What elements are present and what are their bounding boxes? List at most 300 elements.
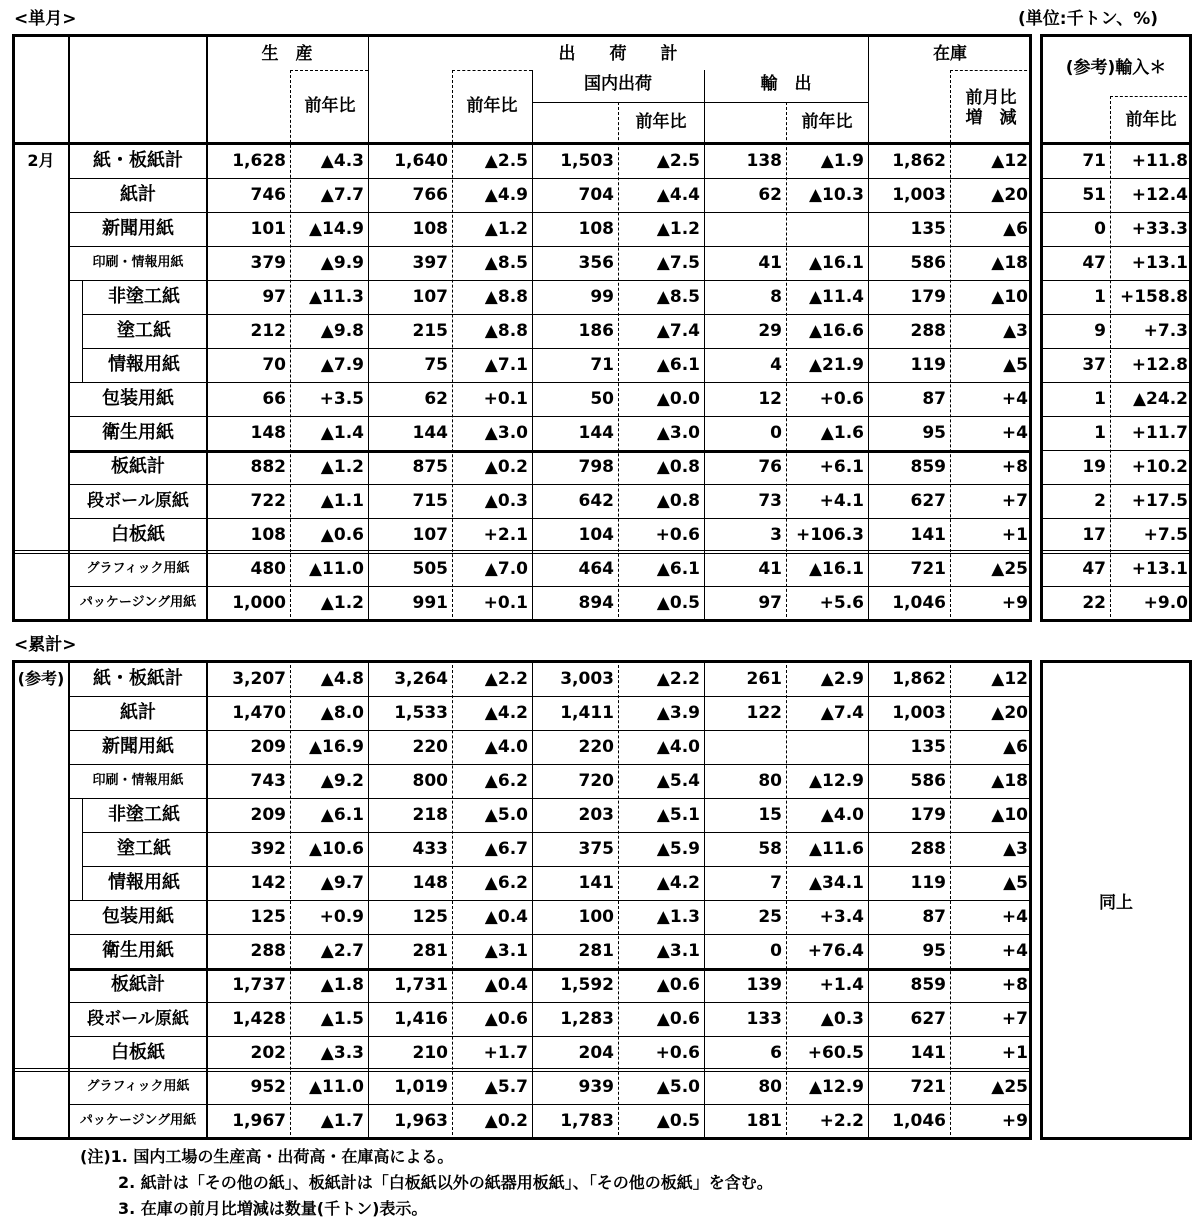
table-cell: 288 <box>910 321 946 341</box>
table-cell: ▲1.6 <box>820 423 864 443</box>
table-cell: 181 <box>746 1111 782 1131</box>
header-inventory-mom-2: 増 減 <box>965 108 1017 128</box>
table-cell: 798 <box>578 457 614 477</box>
table-cell: 209 <box>250 805 286 825</box>
table-cell: ▲20 <box>991 703 1028 723</box>
table-cell: 125 <box>412 907 448 927</box>
monthly-table-row <box>0 484 1200 518</box>
table-cell: 220 <box>412 737 448 757</box>
table-cell: +7 <box>1001 1009 1028 1029</box>
table-cell: 766 <box>412 185 448 205</box>
row-label: パッケージング用紙 <box>79 595 197 610</box>
table-cell: ▲4.0 <box>484 737 528 757</box>
cumulative-section-label: <累計> <box>14 635 77 655</box>
table-cell: ▲2.2 <box>656 669 700 689</box>
table-cell: 3,207 <box>232 669 286 689</box>
row-label: 紙計 <box>120 702 156 723</box>
table-cell: 1,737 <box>232 975 286 995</box>
table-cell: 135 <box>910 219 946 239</box>
table-cell: 12 <box>758 389 782 409</box>
table-cell: ▲0.6 <box>320 525 364 545</box>
table-cell: 743 <box>250 771 286 791</box>
table-cell: +60.5 <box>807 1043 864 1063</box>
unit-label: (単位:千トン、%) <box>1018 9 1159 29</box>
table-cell: 25 <box>758 907 782 927</box>
row-label: 情報用紙 <box>108 872 180 893</box>
table-cell: 1 <box>1094 287 1106 307</box>
table-cell: +0.1 <box>483 593 528 613</box>
table-cell: +76.4 <box>807 941 864 961</box>
table-cell: +0.6 <box>655 1043 700 1063</box>
table-cell: 215 <box>412 321 448 341</box>
header-export: 輸 出 <box>760 74 812 94</box>
table-cell: ▲12 <box>991 151 1028 171</box>
table-cell: ▲0.2 <box>484 1111 528 1131</box>
table-cell: 1,470 <box>232 703 286 723</box>
note-2: 2. 紙計は「その他の紙」、板紙計は「白板紙以外の紙器用板紙」、「その他の板紙」を含む。 <box>118 1173 773 1192</box>
table-cell: ▲4.3 <box>320 151 364 171</box>
monthly-table-row <box>0 450 1200 484</box>
table-cell: ▲0.6 <box>656 975 700 995</box>
monthly-table-row <box>0 382 1200 416</box>
table-cell: 1 <box>1094 389 1106 409</box>
table-cell: 0 <box>770 941 782 961</box>
table-cell: 1,411 <box>560 703 614 723</box>
table-cell: 19 <box>1082 457 1106 477</box>
table-cell: ▲2.9 <box>820 669 864 689</box>
table-cell: ▲3.9 <box>656 703 700 723</box>
monthly-section-label: <単月> <box>14 9 77 29</box>
table-cell: 119 <box>910 873 946 893</box>
table-cell: +8 <box>1001 457 1028 477</box>
table-cell: ▲24.2 <box>1132 389 1188 409</box>
table-cell: 144 <box>578 423 614 443</box>
table-cell: ▲7.1 <box>484 355 528 375</box>
table-cell: ▲9.2 <box>320 771 364 791</box>
table-cell: +1.4 <box>819 975 864 995</box>
table-cell: ▲4.2 <box>656 873 700 893</box>
table-cell: 800 <box>412 771 448 791</box>
table-cell: 141 <box>910 525 946 545</box>
table-cell: ▲0.3 <box>484 491 528 511</box>
table-cell: ▲7.0 <box>484 559 528 579</box>
monthly-table-row <box>0 246 1200 280</box>
table-cell: ▲5.0 <box>656 1077 700 1097</box>
table-cell: 108 <box>412 219 448 239</box>
table-cell: 179 <box>910 287 946 307</box>
table-cell: +10.2 <box>1131 457 1188 477</box>
table-cell: ▲0.0 <box>656 389 700 409</box>
table-cell: 627 <box>910 1009 946 1029</box>
table-cell: 642 <box>578 491 614 511</box>
table-cell: +4 <box>1001 941 1028 961</box>
table-cell: 1,046 <box>892 1111 946 1131</box>
table-cell: 1,967 <box>232 1111 286 1131</box>
table-cell: 99 <box>590 287 614 307</box>
table-cell: +1.7 <box>483 1043 528 1063</box>
table-cell: 464 <box>578 559 614 579</box>
table-cell: ▲1.3 <box>656 907 700 927</box>
table-cell: 991 <box>412 593 448 613</box>
table-cell: 41 <box>758 559 782 579</box>
table-cell: ▲4.0 <box>820 805 864 825</box>
table-cell: 76 <box>758 457 782 477</box>
table-cell: 95 <box>922 941 946 961</box>
monthly-table-row <box>0 552 1200 586</box>
table-cell: 80 <box>758 1077 782 1097</box>
table-cell: ▲5.9 <box>656 839 700 859</box>
table-cell: 505 <box>412 559 448 579</box>
table-cell: 203 <box>578 805 614 825</box>
table-cell: 356 <box>578 253 614 273</box>
monthly-table-row <box>0 212 1200 246</box>
table-cell: ▲11.0 <box>308 1077 364 1097</box>
table-cell: 87 <box>922 907 946 927</box>
table-cell: 586 <box>910 771 946 791</box>
table-cell: ▲2.5 <box>656 151 700 171</box>
table-cell: +11.7 <box>1131 423 1188 443</box>
table-cell: ▲1.7 <box>320 1111 364 1131</box>
table-cell: ▲11.4 <box>808 287 864 307</box>
table-cell: 1,862 <box>892 151 946 171</box>
table-cell: 135 <box>910 737 946 757</box>
table-cell: ▲25 <box>991 1077 1028 1097</box>
table-cell: ▲11.3 <box>308 287 364 307</box>
monthly-table-row <box>0 586 1200 620</box>
table-cell: ▲20 <box>991 185 1028 205</box>
table-cell: 859 <box>910 975 946 995</box>
monthly-table-row <box>0 144 1200 178</box>
cumulative-table-row <box>0 730 1200 764</box>
table-cell: +7.3 <box>1143 321 1188 341</box>
table-cell: ▲0.8 <box>656 457 700 477</box>
table-cell: 939 <box>578 1077 614 1097</box>
table-cell: 375 <box>578 839 614 859</box>
table-cell: +6.1 <box>819 457 864 477</box>
table-cell: 62 <box>424 389 448 409</box>
table-cell: 139 <box>746 975 782 995</box>
table-cell: +9 <box>1001 1111 1028 1131</box>
row-label: 塗工紙 <box>117 838 171 859</box>
table-cell: 138 <box>746 151 782 171</box>
table-cell: 104 <box>578 525 614 545</box>
table-cell: ▲10 <box>991 287 1028 307</box>
table-cell: 288 <box>250 941 286 961</box>
table-cell: 882 <box>250 457 286 477</box>
table-cell: ▲6.1 <box>656 355 700 375</box>
table-cell: ▲10.3 <box>808 185 864 205</box>
table-cell: +11.8 <box>1131 151 1188 171</box>
table-cell: ▲2.2 <box>484 669 528 689</box>
monthly-table-row <box>0 518 1200 552</box>
table-cell: 17 <box>1082 525 1106 545</box>
table-cell: ▲5 <box>1003 873 1028 893</box>
table-cell: 1 <box>1094 423 1106 443</box>
table-cell: ▲1.2 <box>484 219 528 239</box>
table-cell: 2 <box>1094 491 1106 511</box>
header-domestic-yoy: 前年比 <box>635 112 687 132</box>
table-cell: ▲0.3 <box>820 1009 864 1029</box>
table-cell: ▲12 <box>991 669 1028 689</box>
table-cell: +13.1 <box>1131 559 1188 579</box>
table-cell: 80 <box>758 771 782 791</box>
table-cell: +4 <box>1001 907 1028 927</box>
row-label: 塗工紙 <box>117 320 171 341</box>
table-cell: 73 <box>758 491 782 511</box>
table-cell: +3.5 <box>319 389 364 409</box>
table-cell: 62 <box>758 185 782 205</box>
table-cell: +4 <box>1001 423 1028 443</box>
table-cell: +106.3 <box>795 525 864 545</box>
table-cell: ▲8.5 <box>656 287 700 307</box>
table-cell: 101 <box>250 219 286 239</box>
note-3: 3. 在庫の前月比増減は数量(千トン)表示。 <box>118 1199 428 1218</box>
table-cell: 100 <box>578 907 614 927</box>
table-cell: +8 <box>1001 975 1028 995</box>
table-cell: 379 <box>250 253 286 273</box>
table-cell: 1,416 <box>394 1009 448 1029</box>
table-cell: ▲5.7 <box>484 1077 528 1097</box>
cumulative-table-row <box>0 968 1200 1002</box>
table-cell: 107 <box>412 287 448 307</box>
table-cell: 209 <box>250 737 286 757</box>
cumulative-table-row <box>0 764 1200 798</box>
cumulative-period-label: (参考) <box>17 669 65 688</box>
table-cell: 144 <box>412 423 448 443</box>
table-cell: ▲0.4 <box>484 907 528 927</box>
table-cell: ▲1.2 <box>320 593 364 613</box>
row-label: 段ボール原紙 <box>87 1009 189 1029</box>
header-import-yoy: 前年比 <box>1125 110 1177 130</box>
table-cell: ▲6.1 <box>320 805 364 825</box>
table-cell: ▲9.9 <box>320 253 364 273</box>
table-cell: ▲1.8 <box>320 975 364 995</box>
table-cell: ▲3.3 <box>320 1043 364 1063</box>
table-cell: 186 <box>578 321 614 341</box>
table-cell: 141 <box>910 1043 946 1063</box>
table-cell: ▲3 <box>1003 321 1028 341</box>
monthly-table-row <box>0 178 1200 212</box>
table-cell: 288 <box>910 839 946 859</box>
table-cell: ▲5.0 <box>484 805 528 825</box>
table-cell: 202 <box>250 1043 286 1063</box>
table-cell: ▲0.2 <box>484 457 528 477</box>
table-cell: 107 <box>412 525 448 545</box>
cumulative-table-row <box>0 900 1200 934</box>
row-label: 段ボール原紙 <box>87 491 189 511</box>
table-cell: ▲7.9 <box>320 355 364 375</box>
table-cell: 1,000 <box>232 593 286 613</box>
table-cell: 746 <box>250 185 286 205</box>
cumulative-table-row <box>0 798 1200 832</box>
table-cell: ▲0.5 <box>656 593 700 613</box>
table-cell: 58 <box>758 839 782 859</box>
row-label: 情報用紙 <box>108 354 180 375</box>
table-cell: +5.6 <box>819 593 864 613</box>
monthly-table-row <box>0 416 1200 450</box>
table-cell: 894 <box>578 593 614 613</box>
table-cell: ▲7.5 <box>656 253 700 273</box>
row-label: 紙計 <box>120 184 156 205</box>
row-label: 印刷・情報用紙 <box>92 255 184 270</box>
table-cell: ▲16.1 <box>808 253 864 273</box>
table-cell: 66 <box>262 389 286 409</box>
row-label: 衛生用紙 <box>102 940 174 961</box>
row-label: 紙・板紙計 <box>93 150 183 171</box>
cumulative-table-row <box>0 866 1200 900</box>
table-cell: ▲0.5 <box>656 1111 700 1131</box>
table-cell: 261 <box>746 669 782 689</box>
table-cell: ▲4.9 <box>484 185 528 205</box>
cumulative-table-row <box>0 934 1200 968</box>
monthly-table-row <box>0 280 1200 314</box>
table-cell: 1,963 <box>394 1111 448 1131</box>
same-as-above-label: 同上 <box>1099 893 1133 913</box>
table-cell: ▲7.7 <box>320 185 364 205</box>
table-cell: ▲3.0 <box>484 423 528 443</box>
cumulative-table-row <box>0 1036 1200 1070</box>
table-cell: 281 <box>412 941 448 961</box>
table-cell: ▲11.6 <box>808 839 864 859</box>
table-cell: ▲3.1 <box>656 941 700 961</box>
table-cell: 8 <box>770 287 782 307</box>
table-cell: ▲6.2 <box>484 771 528 791</box>
table-cell: 0 <box>1094 219 1106 239</box>
table-cell: 1,628 <box>232 151 286 171</box>
table-cell: +4.1 <box>819 491 864 511</box>
table-cell: 95 <box>922 423 946 443</box>
table-cell: 722 <box>250 491 286 511</box>
table-cell: +2.1 <box>483 525 528 545</box>
table-cell: +0.6 <box>819 389 864 409</box>
table-cell <box>708 212 782 246</box>
table-cell: ▲10 <box>991 805 1028 825</box>
table-cell: 586 <box>910 253 946 273</box>
header-export-yoy: 前年比 <box>801 112 853 132</box>
table-cell: ▲21.9 <box>808 355 864 375</box>
table-cell <box>790 212 864 246</box>
cumulative-table-row <box>0 1104 1200 1138</box>
row-label: グラフィック用紙 <box>86 561 190 576</box>
table-cell: 47 <box>1082 253 1106 273</box>
table-cell: 704 <box>578 185 614 205</box>
table-cell: ▲6.7 <box>484 839 528 859</box>
table-cell: 1,003 <box>892 185 946 205</box>
table-cell: 75 <box>424 355 448 375</box>
table-cell: +17.5 <box>1131 491 1188 511</box>
table-cell: 433 <box>412 839 448 859</box>
table-cell: ▲18 <box>991 253 1028 273</box>
table-cell: +0.6 <box>655 525 700 545</box>
table-cell: 627 <box>910 491 946 511</box>
table-cell: 480 <box>250 559 286 579</box>
table-cell: 148 <box>250 423 286 443</box>
table-cell: 179 <box>910 805 946 825</box>
table-cell: +0.9 <box>319 907 364 927</box>
table-cell: ▲18 <box>991 771 1028 791</box>
table-cell: 87 <box>922 389 946 409</box>
row-label: 板紙計 <box>111 456 165 477</box>
table-cell: +13.1 <box>1131 253 1188 273</box>
table-cell: 1,046 <box>892 593 946 613</box>
table-cell: 204 <box>578 1043 614 1063</box>
row-label: 包装用紙 <box>102 388 174 409</box>
table-cell: 0 <box>770 423 782 443</box>
table-cell: 71 <box>590 355 614 375</box>
table-cell: ▲8.5 <box>484 253 528 273</box>
table-cell: 22 <box>1082 593 1106 613</box>
table-cell: +0.1 <box>483 389 528 409</box>
table-cell: ▲9.7 <box>320 873 364 893</box>
table-cell: 97 <box>758 593 782 613</box>
table-cell: ▲1.2 <box>656 219 700 239</box>
cumulative-table-row <box>0 1070 1200 1104</box>
cumulative-table-row <box>0 696 1200 730</box>
table-cell: 15 <box>758 805 782 825</box>
table-cell: ▲0.8 <box>656 491 700 511</box>
row-label: 白板紙 <box>111 524 165 545</box>
table-cell: ▲12.9 <box>808 771 864 791</box>
table-cell: 721 <box>910 559 946 579</box>
table-cell: 122 <box>746 703 782 723</box>
table-cell: ▲4.4 <box>656 185 700 205</box>
table-cell <box>790 730 864 764</box>
table-cell: 47 <box>1082 559 1106 579</box>
row-label: 新聞用紙 <box>102 218 174 239</box>
table-cell: ▲6 <box>1003 737 1028 757</box>
row-label: 包装用紙 <box>102 906 174 927</box>
cumulative-table-row <box>0 1002 1200 1036</box>
table-cell: ▲2.7 <box>320 941 364 961</box>
table-cell: ▲1.1 <box>320 491 364 511</box>
table-cell: ▲5 <box>1003 355 1028 375</box>
cumulative-table-row <box>0 662 1200 696</box>
table-cell: 1,862 <box>892 669 946 689</box>
table-cell: 141 <box>578 873 614 893</box>
table-cell: 133 <box>746 1009 782 1029</box>
table-cell: 41 <box>758 253 782 273</box>
row-label: 紙・板紙計 <box>93 668 183 689</box>
table-cell: 210 <box>412 1043 448 1063</box>
table-cell: ▲1.5 <box>320 1009 364 1029</box>
table-cell: 392 <box>250 839 286 859</box>
header-import-ref: (参考)輸入＊ <box>1065 58 1167 78</box>
row-label: 非塗工紙 <box>108 286 180 307</box>
table-cell: 7 <box>770 873 782 893</box>
table-cell: ▲1.2 <box>320 457 364 477</box>
header-shipment-yoy: 前年比 <box>466 96 518 116</box>
table-cell: ▲3.1 <box>484 941 528 961</box>
table-cell: 1,019 <box>394 1077 448 1097</box>
table-cell: 859 <box>910 457 946 477</box>
table-cell: ▲7.4 <box>656 321 700 341</box>
row-label: 板紙計 <box>111 974 165 995</box>
table-cell: 108 <box>250 525 286 545</box>
table-cell: +33.3 <box>1131 219 1188 239</box>
table-cell: ▲0.6 <box>484 1009 528 1029</box>
table-cell: 220 <box>578 737 614 757</box>
table-cell: ▲14.9 <box>308 219 364 239</box>
table-cell: ▲6 <box>1003 219 1028 239</box>
table-cell: 125 <box>250 907 286 927</box>
table-cell: +7 <box>1001 491 1028 511</box>
monthly-table-row <box>0 314 1200 348</box>
table-cell: ▲9.8 <box>320 321 364 341</box>
table-cell: ▲34.1 <box>808 873 864 893</box>
table-cell: 1,503 <box>560 151 614 171</box>
row-label: 白板紙 <box>111 1042 165 1063</box>
table-cell: ▲0.4 <box>484 975 528 995</box>
